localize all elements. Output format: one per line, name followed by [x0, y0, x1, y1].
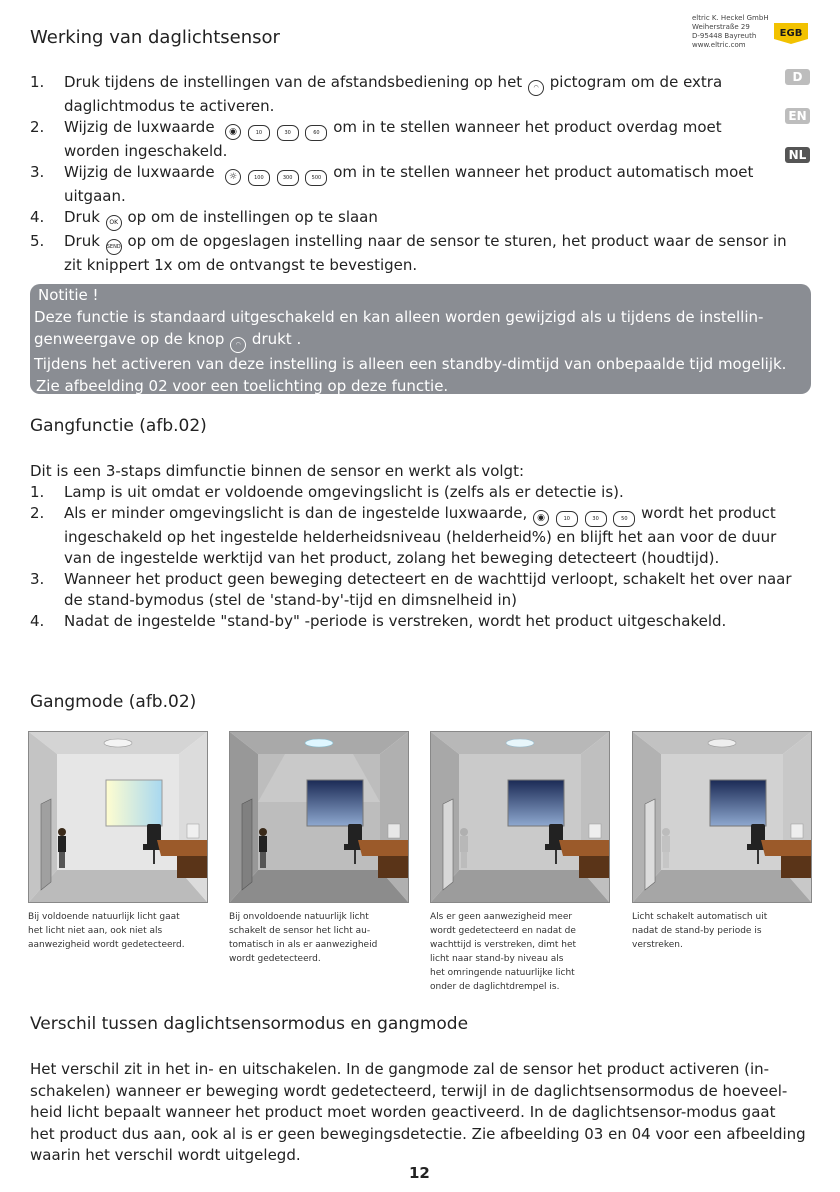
- send-button-icon: SEND: [106, 239, 122, 255]
- svg-text:EGB: EGB: [779, 28, 803, 39]
- note-line: Deze functie is standaard uitgeschakeld en kan alleen worden gewijzigd als u tijdens de instellin-: [34, 308, 764, 326]
- caption-light-on: Bij onvoldoende natuurlijk licht schakelt de sensor het licht au- tomatisch in als er aanwezigheid wordt gedetecteerd.: [229, 912, 378, 964]
- eye-icon: ◉: [533, 510, 549, 526]
- list-item: 3. Wijzig de luxwaarde ☼ 100 300 500 om in te stellen wanneer het product automatisch moet uitgaan.: [30, 163, 754, 205]
- caption-daylight: Bij voldoende natuurlijk licht gaat het licht niet aan, ook niet als aanwezigheid wordt gedetecteerd.: [28, 912, 185, 950]
- list-item: 2. Wijzig de luxwaarde ◉ 10 30 60 om in te stellen wanneer het product overdag moet worden ingeschakeld.: [30, 118, 722, 160]
- list-item: 1. Druk tijdens de instellingen van de afstandsbediening op het ◠ pictogram om de extra daglichtmodus te activeren.: [30, 73, 723, 115]
- section-heading-verschil: Verschil tussen daglichtsensormodus en gangmode: [30, 1014, 469, 1034]
- note-line: genweergave op de knop ◠ drukt .: [30, 328, 811, 353]
- language-tab-nl[interactable]: NL: [785, 147, 810, 163]
- section-heading-gangmode: Gangmode (afb.02): [30, 692, 197, 712]
- sun-icon: ☼: [225, 169, 241, 185]
- ok-button-icon: OK: [106, 215, 122, 231]
- lux-button-icon: 10: [556, 511, 578, 527]
- note-box: [30, 284, 811, 394]
- caption-standby: Als er geen aanwezigheid meer wordt gedetecteerd en nadat de wachttijd is verstreken, dimt het licht naar stand-by niveau als het omringende natuurlijke licht onder de daglichtdrempel is.: [430, 912, 577, 992]
- lux-button-icon: 60: [305, 125, 327, 141]
- note-title: Notitie !: [38, 286, 99, 304]
- page-number: 12: [409, 1164, 430, 1182]
- caption-off: Licht schakelt automatisch uit nadat de stand-by periode is verstreken.: [632, 912, 768, 950]
- egb-logo: [771, 19, 811, 45]
- list-item: 2. Als er minder omgevingslicht is dan de ingestelde luxwaarde, ◉ 10 30 50 wordt het product ingeschakeld op het ingestelde helderheidsniveau (helderheid%) en blijft het aan voor de duur van de ingestelde werktijd van het product, zolang het beweging detecteert (houdtijd).: [30, 504, 777, 567]
- list-item: 3. Wanneer het product geen beweging detecteert en de wachttijd verloopt, schakelt het over naar de stand-bymodus (stel de 'stand-by'-tijd en dimsnelheid in): [30, 570, 792, 609]
- room-illustration-off: [632, 731, 812, 903]
- room-illustration-light-on: [229, 731, 409, 903]
- light-bulb-icon: ◠: [230, 337, 246, 353]
- verschil-paragraph: Het verschil zit in het in- en uitschakelen. In de gangmode zal de sensor het product activeren (in- schakelen) wanneer er beweging wordt gedetecteerd, terwijl in de daglichtsensormodus de hoeveel- heid licht bepaalt wanneer het product moet worden geactiveerd. In de daglichtsensor-modus gaat het product dus aan, ook al is er geen bewegingsdetectie. Zie afbeelding 03 en 04 voor een afbeelding waarin het verschil wordt uitgelegd.: [30, 1060, 806, 1164]
- lux-button-icon: 50: [613, 511, 635, 527]
- list-item: 1. Lamp is uit omdat er voldoende omgevingslicht is (zelfs als er detectie is).: [30, 483, 624, 501]
- gang-intro: Dit is een 3-staps dimfunctie binnen de sensor en werkt als volgt:: [30, 462, 525, 480]
- lux-button-icon: 300: [277, 170, 299, 186]
- lux-button-icon: 30: [585, 511, 607, 527]
- light-bulb-icon: ◠: [528, 80, 544, 96]
- company-address: eltric K. Heckel GmbH Weiherstraße 29 D-95448 Bayreuth www.eltric.com: [692, 14, 769, 49]
- language-tab-en[interactable]: EN: [785, 108, 810, 124]
- eye-icon: ◉: [225, 124, 241, 140]
- note-line: Tijdens het activeren van deze instelling is alleen een standby-dimtijd van onbepaalde tijd mogelijk.: [34, 355, 787, 373]
- language-tab-d[interactable]: D: [785, 69, 810, 85]
- lux-button-icon: 500: [305, 170, 327, 186]
- list-item: 5. Druk SEND op om de opgeslagen instelling naar de sensor te sturen, het product waar de sensor in zit knippert 1x om de ontvangst te bevestigen.: [30, 232, 787, 274]
- daylight-steps-list: [30, 72, 810, 276]
- lux-button-icon: 30: [277, 125, 299, 141]
- page-title: Werking van daglichtsensor: [30, 27, 280, 48]
- gang-steps-list: [30, 482, 810, 632]
- section-heading-gangfunctie: Gangfunctie (afb.02): [30, 416, 207, 436]
- note-line: Zie afbeelding 02 voor een toelichting op deze functie.: [36, 377, 449, 395]
- list-item: 4. Druk OK op om de instellingen op te slaan: [30, 207, 810, 231]
- lux-button-icon: 100: [248, 170, 270, 186]
- room-illustration-standby: [430, 731, 610, 903]
- list-item: 4. Nadat de ingestelde "stand-by" -periode is verstreken, wordt het product uitgeschakeld.: [30, 612, 727, 630]
- room-illustration-daylight: [28, 731, 208, 903]
- lux-button-icon: 10: [248, 125, 270, 141]
